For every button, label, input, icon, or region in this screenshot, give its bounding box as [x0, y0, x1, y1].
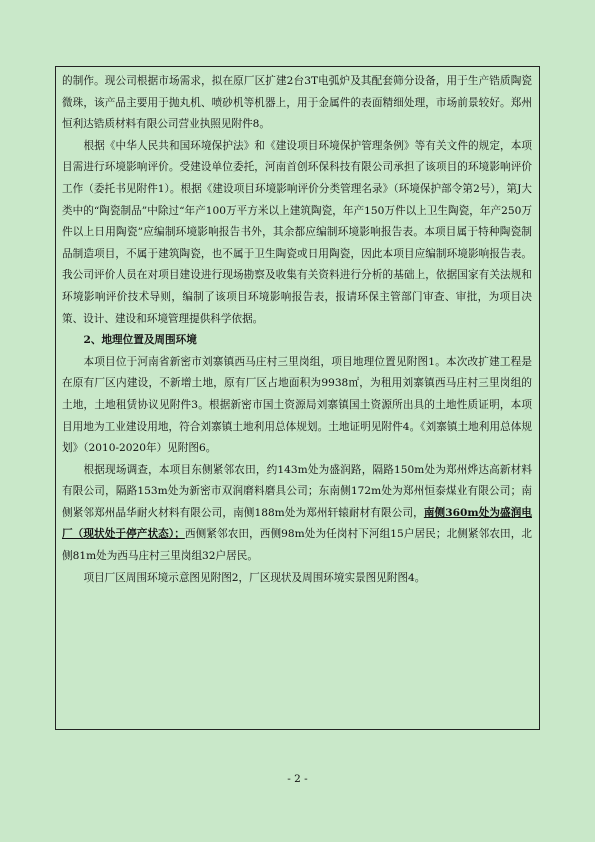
paragraph-figures-ref: 项目厂区周围环境示意图见附图2，厂区现状及周围环境实景图见附图4。: [83, 571, 426, 584]
surroundings-text-a: 根据现场调查，本项目东侧紧邻农田，约143m处为盛润路，隔路150m处为郑州烨达高新材料有限公司，隔路153m处为新密市双润磨料磨具公司；东南侧172m处为郑州恒泰煤业有限公司；南侧紧邻郑州晶华耐火材料有限公司，南侧188m处为郑州轩辕耐材有限公司，: [62, 463, 532, 519]
section-heading-location: 2、地理位置及周围环境: [83, 334, 197, 347]
paragraph-surroundings: [62, 460, 532, 568]
paragraph-location: 本项目位于河南省新密市刘寨镇西马庄村三里岗组，项目地理位置见附图1。本次改扩建工程是在原有厂区内建设，不新增土地，原有厂区占地面积为9938㎡，为租用刘寨镇西马庄村三里岗组的土地，土地租赁协议见附件3。根据新密市国土资源局刘寨镇国土资源所出具的土地性质证明，本项目用地为工业建设用地，符合刘寨镇土地利用总体规划。土地证明见附件4。《刘寨镇土地利用总体规划》（2010-2020年）见附图6。: [62, 355, 532, 455]
surroundings-text-c: 西侧紧邻农田，西侧98m处为任岗村下河组15户居民；北侧紧邻农田，北侧81m处为西马庄村三里岗组32户居民。: [62, 528, 532, 563]
document-body: [62, 71, 532, 589]
page-number: - 2 -: [287, 773, 308, 785]
surroundings-highlight: 南侧360m处为盛润电厂（现状处于停产状态）；: [62, 506, 532, 541]
paragraph-intro-end: 的制作。现公司根据市场需求，拟在原厂区扩建2台3T电弧炉及其配套筛分设备，用于生产锆质陶瓷微珠，该产品主要用于抛丸机、喷砂机等机器上，用于金属件的表面精细处理，市场前景较好。郑州恒利达锆质材料有限公司营业执照见附件8。: [62, 75, 532, 131]
paragraph-eia-basis: 根据《中华人民共和国环境保护法》和《建设项目环境保护管理条例》等有关文件的规定，本项目需进行环境影响评价。受建设单位委托，河南首创环保科技有限公司承担了该项目的环境影响评价工作（委托书见附件1）。根据《建设项目环境影响评价分类管理名录》（环境保护部令第2号），第J大类中的“陶瓷制品”中除过“年产100万平方米以上建筑陶瓷，年产150万件以上卫生陶瓷，年产250万件以上日用陶瓷”应编制环境影响报告书外，其余都应编制环境影响报告表。本项目属于特种陶瓷制品制造项目，不属于建筑陶瓷，也不属于卫生陶瓷或日用陶瓷，因此本项目应编制环境影响报告表。我公司评价人员在对项目建设进行现场勘察及收集有关资料进行分析的基础上，依据国家有关法规和环境影响评价技术导则，编制了该项目环境影响报告表，报请环保主管部门审查、审批，为项目决策、设计、建设和环境管理提供科学依据。: [62, 139, 532, 325]
